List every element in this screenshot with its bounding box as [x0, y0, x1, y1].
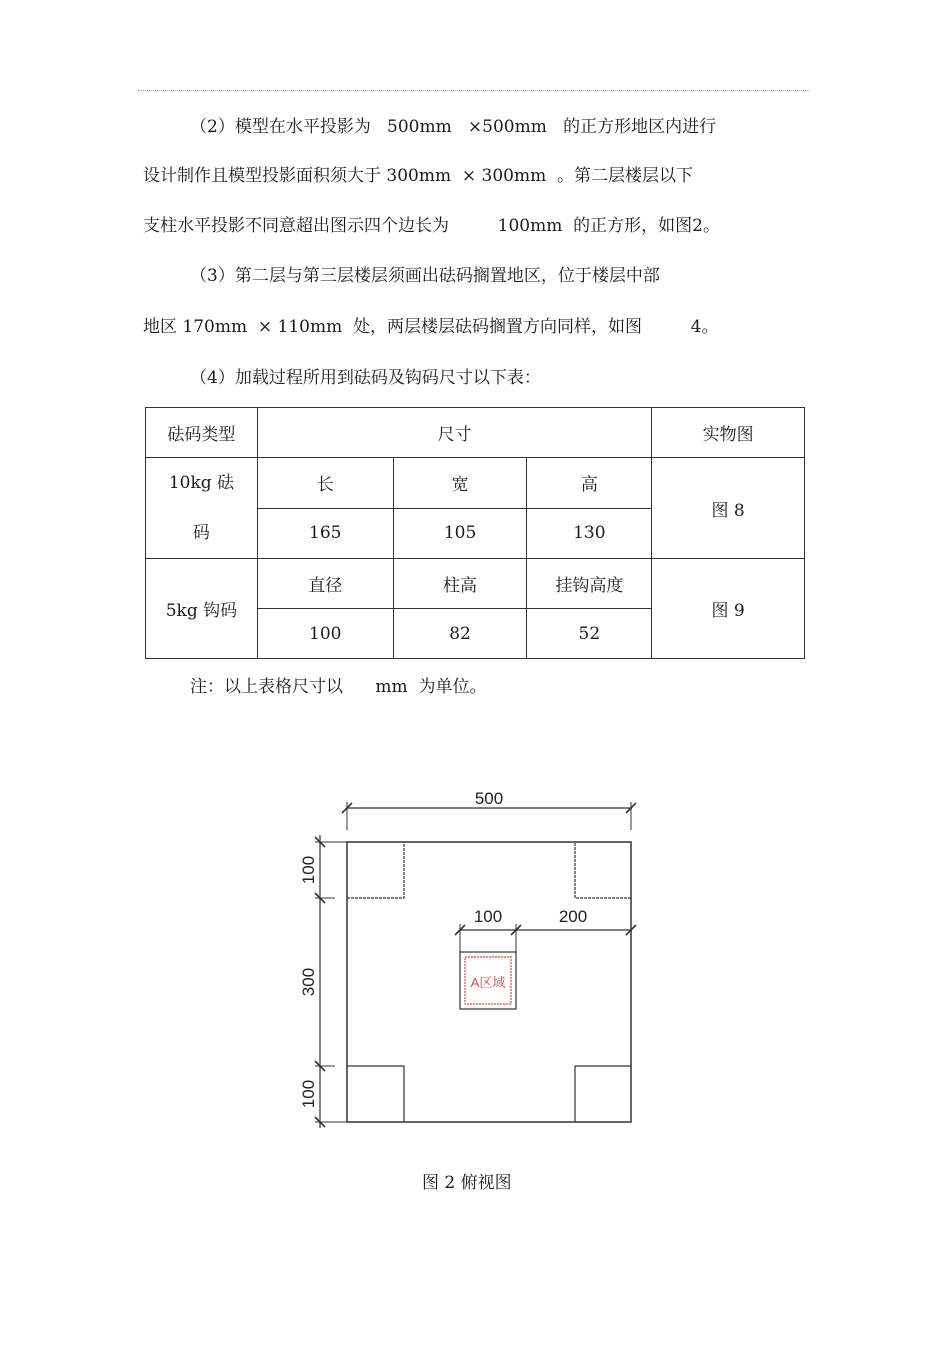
weight-type-5kg: 5kg 钩码 [146, 559, 258, 659]
figure-caption: 图 2 俯视图 [422, 1173, 512, 1193]
weight-spec-table [145, 407, 805, 659]
table-row [146, 458, 805, 509]
photo-ref: 图 9 [652, 559, 805, 659]
dim-value: 100 [257, 609, 393, 659]
weight-type-10kg-line-1: 10kg 砝 [168, 473, 235, 493]
weight-type-10kg-line-2: 码 [192, 523, 210, 543]
dim-label: 高 [527, 458, 652, 509]
dim-label-left-top: 100 [299, 855, 318, 885]
paragraph-4-line-1: （4）加载过程所用到砝码及钩码尺寸以下表： [190, 368, 541, 388]
dim-value: 52 [527, 609, 652, 659]
center-region-label: A区域 [470, 975, 506, 990]
paragraph-2-line-3: 支柱水平投影不同意超出图示四个边长为 100mm 的正方形，如图2。 [143, 216, 720, 236]
header-rule [138, 90, 810, 91]
table-row [146, 559, 805, 609]
dim-label: 直径 [257, 559, 393, 609]
paragraph-3-line-2: 地区 170mm × 110mm 处，两层楼层砝码搁置方向同样，如图 4。 [143, 317, 719, 337]
table-header-row [146, 408, 805, 458]
header-size: 尺寸 [257, 408, 651, 458]
dim-label: 柱高 [393, 559, 527, 609]
column-top-right [575, 842, 631, 898]
dim-label-inner-100: 100 [473, 907, 503, 926]
dim-label: 长 [257, 458, 393, 509]
dim-label: 宽 [393, 458, 527, 509]
paragraph-2-line-2: 设计制作且模型投影面积须大于 300mm × 300mm 。第二层楼层以下 [143, 166, 694, 186]
header-weight-type: 砝码类型 [146, 408, 258, 458]
dim-value: 82 [393, 609, 527, 659]
dim-value: 105 [393, 508, 527, 559]
dim-value: 130 [527, 508, 652, 559]
column-bottom-left [347, 1066, 404, 1122]
weight-type-10kg [146, 458, 258, 559]
dim-label-500: 500 [474, 789, 504, 808]
dim-label-left-bottom: 100 [299, 1079, 318, 1109]
table-note: 注：以上表格尺寸以 mm 为单位。 [190, 677, 487, 697]
dim-label-inner-200: 200 [558, 907, 588, 926]
photo-ref: 图 8 [652, 458, 805, 559]
paragraph-3-line-1: （3）第二层与第三层楼层须画出砝码搁置地区，位于楼层中部 [190, 266, 660, 286]
column-top-left [347, 842, 404, 898]
dim-label-left-mid: 300 [299, 967, 318, 997]
column-bottom-right [575, 1066, 631, 1122]
top-view-figure [290, 780, 650, 1150]
header-photo: 实物图 [652, 408, 805, 458]
dim-label: 挂钩高度 [527, 559, 652, 609]
paragraph-2-line-1: （2）模型在水平投影为 500mm ×500mm 的正方形地区内进行 [190, 117, 717, 137]
dim-value: 165 [257, 508, 393, 559]
